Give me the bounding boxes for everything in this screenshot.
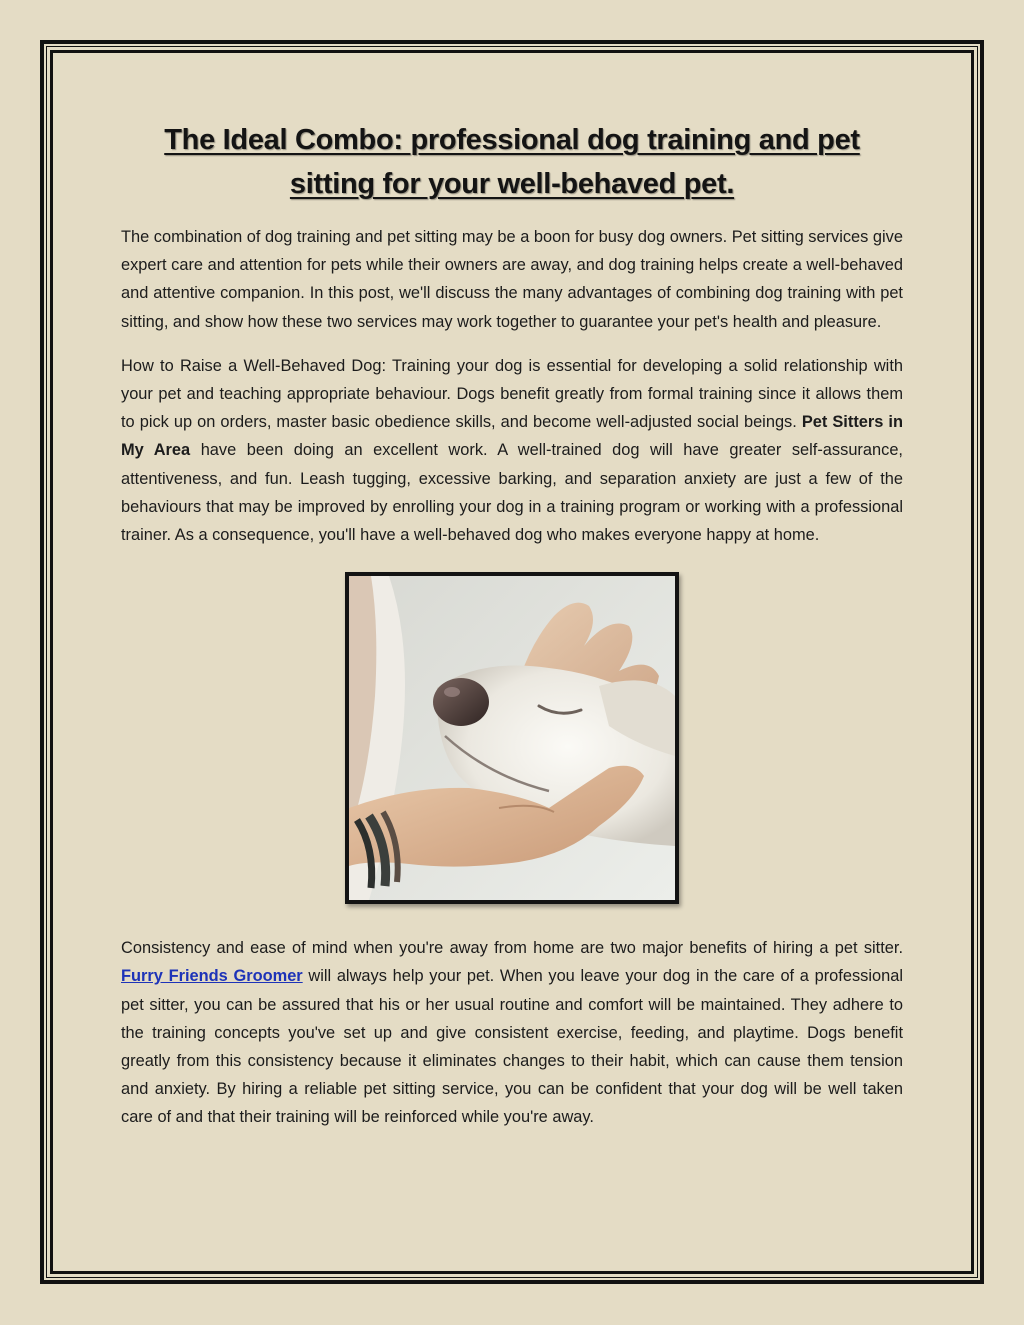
pet-sitter-paragraph-text-end: will always help your pet. When you leave your dog in the care of a professional pet sitter, you can be assured that his or her usual routine and comfort will be maintained. They adhere to the training concepts you've set up and give consistent exercise, feeding, and playtime. Dogs benefit greatly from this consistency because it eliminates changes to their habit, which can cause them tension and anxiety. By hiring a reliable pet sitting service, you can be confident that your dog will be well taken care of and that their training will be reinforced while you're away. bbox=[121, 967, 903, 1127]
pet-sitter-paragraph-text-start: Consistency and ease of mind when you're away from home are two major benefits of hiring a pet sitter. bbox=[121, 939, 903, 958]
document-body bbox=[121, 118, 903, 1132]
dog-photo-icon bbox=[349, 576, 675, 900]
training-paragraph-text-end: have been doing an excellent work. A well-trained dog will have greater self-assurance, attentiveness, and fun. Leash tugging, excessive barking, and separation anxiety are just a few of the behaviours that may be improved by enrolling your dog in a training program or working with a professional trainer. As a consequence, you'll have a well-behaved dog who makes everyone happy at home. bbox=[121, 441, 903, 545]
intro-paragraph: The combination of dog training and pet sitting may be a boon for busy dog owners. Pet sitting services give expert care and attention for pets while their owners are away, and dog training helps create a well-behaved and attentive companion. In this post, we'll discuss the many advantages of combining dog training with pet sitting, and show how these two services may work together to guarantee your pet's health and pleasure. bbox=[121, 228, 903, 331]
page-title: The Ideal Combo: professional dog training and pet sitting for your well-behaved pet. bbox=[164, 124, 860, 200]
furry-friends-groomer-link[interactable]: Furry Friends Groomer bbox=[121, 967, 303, 986]
pet-sitter-paragraph bbox=[121, 934, 903, 1131]
dog-photo bbox=[345, 572, 679, 904]
pet-sitters-keyword: Pet Sitters in My Area bbox=[121, 413, 903, 460]
training-paragraph-text-start: How to Raise a Well-Behaved Dog: Training your dog is essential for developing a solid relationship with your pet and teaching appropriate behaviour. Dogs benefit greatly from formal training since it allows them to pick up on orders, master basic obedience skills, and become well-adjusted social beings. bbox=[121, 356, 903, 432]
training-paragraph bbox=[121, 352, 903, 549]
